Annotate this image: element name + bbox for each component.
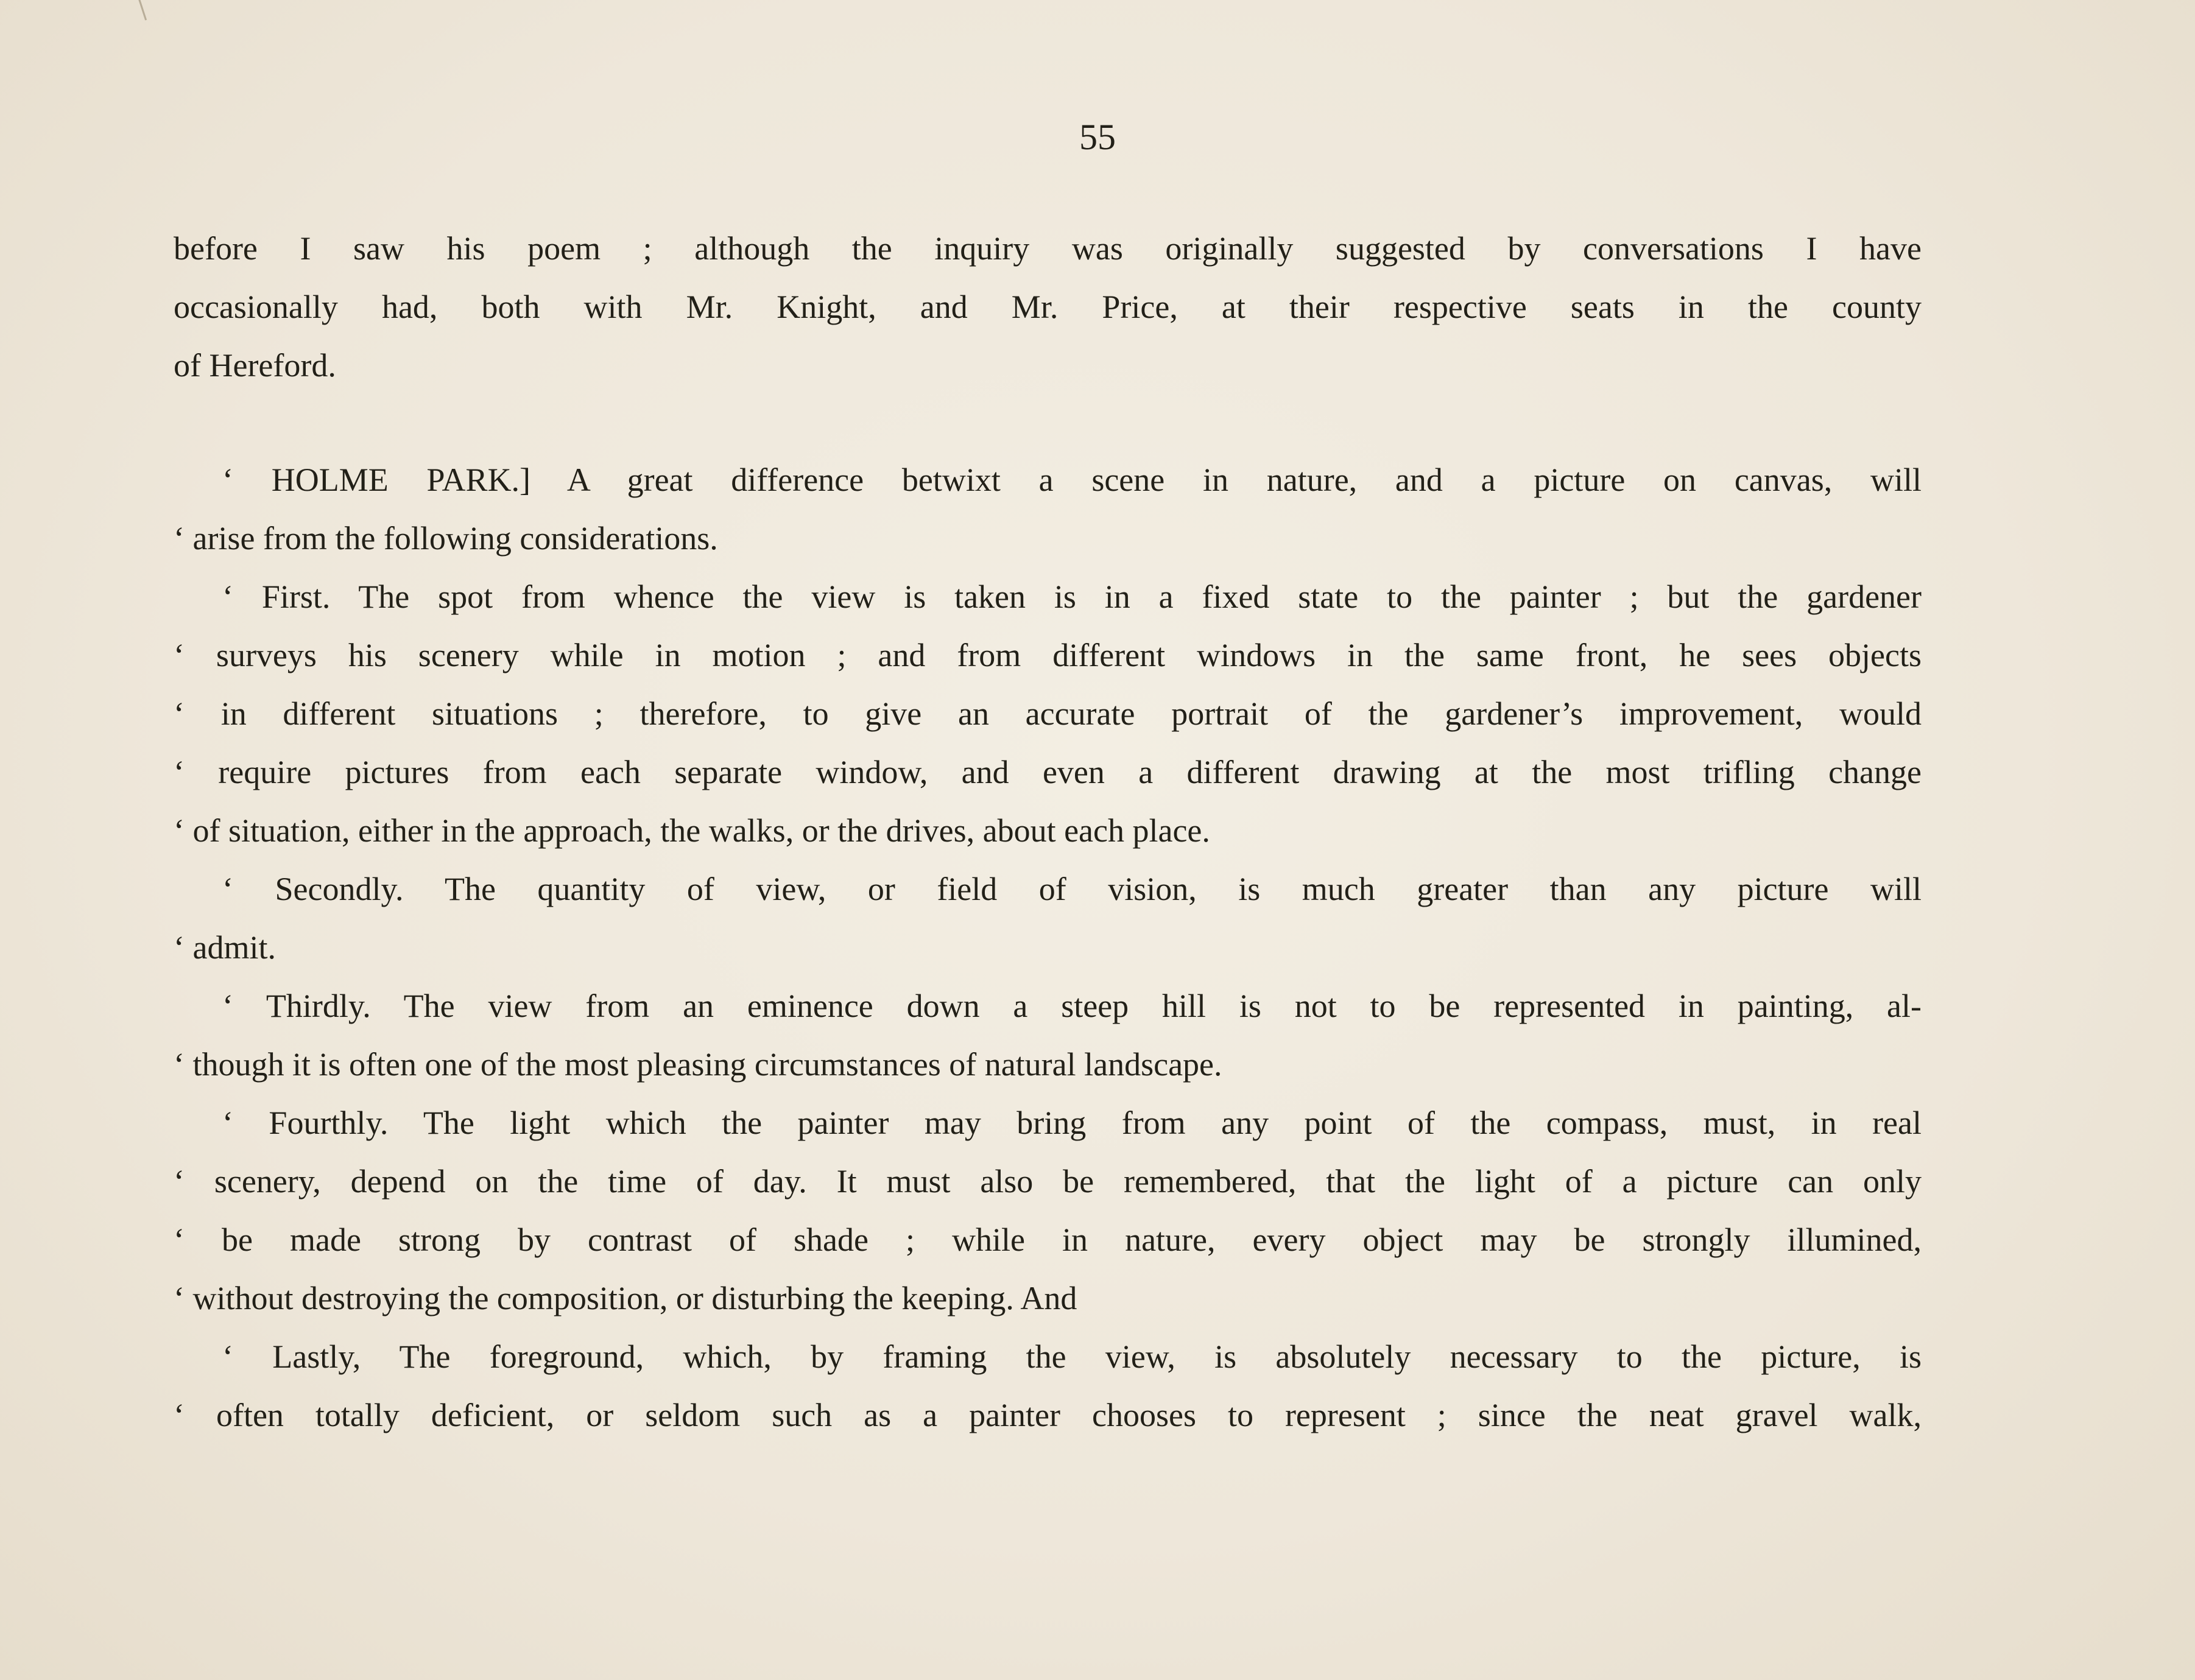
text-line: ‘ Secondly. The quantity of view, or field of vision, is much greater than any picture will	[222, 871, 1922, 907]
text-line: ‘ in different situations ; therefore, to give an accurate portrait of the gardener’s improvement, would	[174, 695, 1922, 732]
paragraph-intro	[174, 219, 1922, 395]
text-line: ‘ surveys his scenery while in motion ; and from different windows in the same front, he sees objects	[174, 637, 1922, 673]
text-line: ‘ arise from the following considerations.	[174, 520, 718, 557]
text-line: of Hereford.	[174, 347, 336, 384]
text-line: ‘ First. The spot from whence the view is taken is in a fixed state to the painter ; but the gardener	[222, 578, 1922, 615]
text-line: ‘ HOLME PARK.] A great difference betwixt a scene in nature, and a picture on canvas, will	[222, 462, 1922, 498]
text-line: occasionally had, both with Mr. Knight, and Mr. Price, at their respective seats in the county	[174, 289, 1922, 325]
text-line: ‘ Fourthly. The light which the painter may bring from any point of the compass, must, in real	[222, 1105, 1922, 1141]
text-line: ‘ without destroying the composition, or disturbing the keeping. And	[174, 1280, 1077, 1316]
text-line: ‘ scenery, depend on the time of day. It must also be remembered, that the light of a picture can only	[174, 1163, 1922, 1200]
margin-mark	[138, 0, 147, 20]
text-line: ‘ be made strong by contrast of shade ; while in nature, every object may be strongly illumined,	[174, 1221, 1922, 1258]
text-line: ‘ often totally deficient, or seldom such as a painter chooses to represent ; since the neat gravel walk,	[174, 1397, 1922, 1433]
text-line: before I saw his poem ; although the inquiry was originally suggested by conversations I have	[174, 230, 1922, 267]
text-line: ‘ though it is often one of the most pleasing circumstances of natural landscape.	[174, 1046, 1222, 1083]
text-line: ‘ admit.	[174, 929, 276, 966]
page-number: 55	[1079, 117, 1116, 157]
text-line: ‘ of situation, either in the approach, the walks, or the drives, about each place.	[174, 812, 1210, 849]
text-line: ‘ require pictures from each separate window, and even a different drawing at the most trifling change	[174, 754, 1922, 790]
text-line: ‘ Thirdly. The view from an eminence down a steep hill is not to be represented in painting, al-	[222, 988, 1922, 1024]
text-line: ‘ Lastly, The foreground, which, by framing the view, is absolutely necessary to the picture, is	[222, 1338, 1922, 1375]
quoted-passage	[174, 451, 1922, 1444]
